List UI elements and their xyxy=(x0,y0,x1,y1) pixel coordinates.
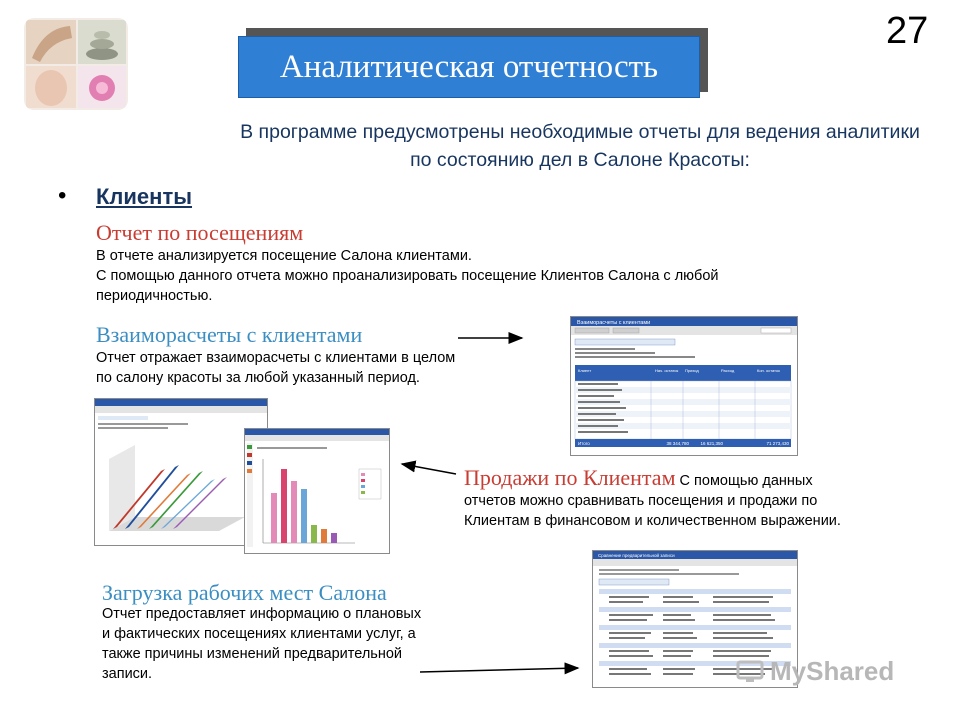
arrow-workload xyxy=(420,668,578,672)
settlements-col-client: Клиент xyxy=(578,368,592,373)
visits-line-1: В отчете анализируется посещение Салона клиентами. xyxy=(96,248,472,264)
workload-report-title: Загрузка рабочих мест Салона xyxy=(102,580,387,605)
settlements-total-income: 38 344,780 xyxy=(666,441,689,446)
settlements-window-title: Взаиморасчеты с клиентами xyxy=(577,320,651,326)
settlements-total-label: Итого xyxy=(578,441,590,446)
settlements-line-2: по салону красоты за любой указанный период. xyxy=(96,370,420,386)
workload-report-screenshot xyxy=(592,550,798,688)
bullet-symbol: • xyxy=(58,182,67,209)
settlements-report-title: Взаиморасчеты с клиентами xyxy=(96,322,363,347)
sales-report-title: Продажи по Клиентам xyxy=(464,465,676,490)
arrow-sales xyxy=(402,464,456,474)
intro-text: В программе предусмотрены необходимые отчеты для ведения аналитики по состоянию дел в Салоне Красоты: xyxy=(240,121,920,171)
watermark-icon xyxy=(736,658,766,691)
workload-window-title: Сравнение предварительной записи xyxy=(598,553,675,558)
sales-chart-screenshot xyxy=(244,428,390,554)
settlements-line-1: Отчет отражает взаиморасчеты с клиентами в целом xyxy=(96,350,456,366)
watermark-text: MyShared xyxy=(770,656,895,686)
sales-line-3: Клиентам в финансовом и количественном выражении. xyxy=(464,513,841,529)
bullet-label-clients: Клиенты xyxy=(96,184,193,209)
page-number: 27 xyxy=(886,10,929,52)
settlements-col-income: Приход xyxy=(685,368,699,373)
slide-title: Аналитическая отчетность xyxy=(238,36,700,98)
settlements-report-screenshot xyxy=(570,316,798,456)
workload-line-1: Отчет предоставляет информацию о плановых xyxy=(102,606,422,622)
visits-line-3: периодичностью. xyxy=(96,288,213,304)
sales-inline-text: С помощью данных xyxy=(675,473,813,489)
settlements-col-opening: Нач. остаток xyxy=(655,368,679,373)
workload-line-2: и фактических посещениях клиентами услуг, а xyxy=(102,626,416,642)
settlements-col-expense: Расход xyxy=(721,368,735,373)
workload-line-3: также причины изменений предварительной xyxy=(102,646,403,662)
settlements-total-expense: 16 621,350 xyxy=(700,441,723,446)
settlements-table-rows xyxy=(575,381,791,439)
visits-line-2: С помощью данного отчета можно проанализировать посещение Клиентов Салона с любой xyxy=(96,268,719,284)
settlements-total-closing: 71 273,430 xyxy=(766,441,789,446)
visits-report-title: Отчет по посещениям xyxy=(96,220,304,245)
settlements-col-closing: Кон. остаток xyxy=(757,368,780,373)
sales-line-2: отчетов можно сравнивать посещения и продажи по xyxy=(464,493,818,509)
visits-chart-screenshot xyxy=(94,398,268,546)
workload-line-4: записи. xyxy=(102,666,153,682)
